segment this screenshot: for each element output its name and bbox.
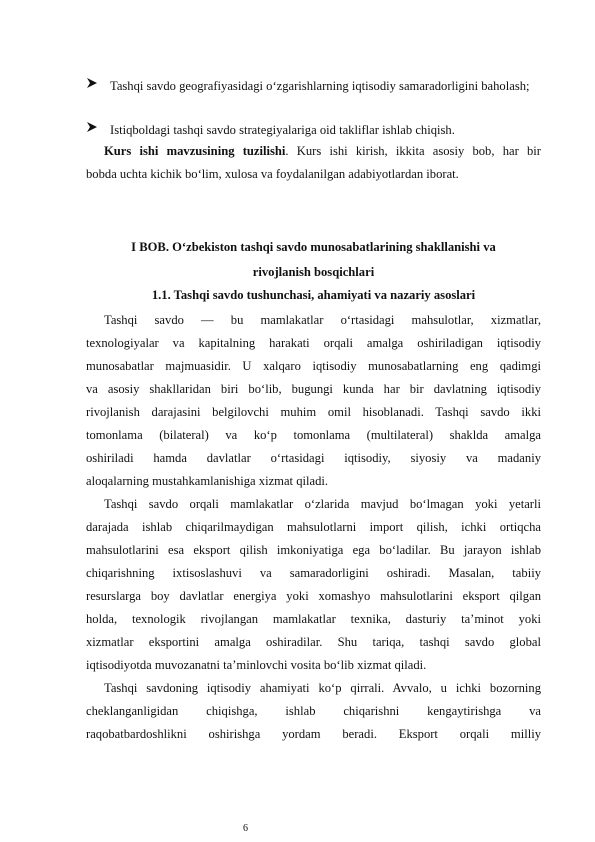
paragraph-line: Tashqi savdo orqali mamlakatlar o‘zlarida mavjud bo‘lmagan yoki yetarli <box>104 497 541 511</box>
paragraph-line: tomonlama (bilateral) va ko‘p tomonlama (multilateral) shaklda amalga <box>86 428 541 442</box>
paragraph-line: oshiriladi hamda davlatlar o‘rtasidagi iqtisodiy, siyosiy va madaniy <box>86 451 541 465</box>
paragraph-line: chiqarishning ixtisoslashuvi va samaradorligini oshiradi. Masalan, tabiiy <box>86 566 541 580</box>
bullet-item <box>86 120 541 141</box>
paragraph-line: iqtisodiyotda muvozanatni ta’minlovchi vosita bo‘lib xizmat qiladi. <box>86 658 427 672</box>
structure-text: . Kurs ishi kirish, ikkita asosiy bob, har bir <box>285 144 541 158</box>
arrowhead-bullet-icon <box>86 121 98 133</box>
section-heading: 1.1. Tashqi savdo tushunchasi, ahamiyati va nazariy asoslari <box>151 288 476 302</box>
structure-line: bobda uchta kichik bo‘lim, xulosa va foydalanilgan adabiyotlardan iborat. <box>86 167 459 181</box>
paragraph-line: va asosiy shakllaridan biri bo‘lib, bugungi kunda har bir davlatning iqtisodiy <box>86 382 541 396</box>
paragraph-line: munosabatlar majmuasidir. U xalqaro iqtisodiy munosabatlarning eng qadimgi <box>86 359 541 373</box>
structure-label: Kurs ishi mavzusining tuzilishi <box>104 144 286 158</box>
paragraph-line: Tashqi savdoning iqtisodiy ahamiyati ko‘p qirrali. Avvalo, u ichki bozorning <box>104 681 541 695</box>
chapter-title: I BOB. O‘zbekiston tashqi savdo munosabatlarining shakllanishi va <box>131 240 496 254</box>
structure-line <box>104 141 541 161</box>
paragraph-line: resurslarga boy davlatlar energiya yoki xomashyo mahsulotlarini eksport qilgan <box>86 589 541 603</box>
bullet-text: Istiqboldagi tashqi savdo strategiyalariga oid takliflar ishlab chiqish. <box>110 123 455 137</box>
paragraph-line: raqobatbardoshlikni oshirishga yordam beradi. Eksport orqali milliy <box>86 727 541 741</box>
bullet-text: Tashqi savdo geografiyasidagi o‘zgarishlarning iqtisodiy samaradorligini baholash; <box>110 79 530 93</box>
paragraph-line: cheklanganligidan chiqishga, ishlab chiqarishni kengaytirishga va <box>86 704 541 718</box>
paragraph-line: rivojlanish darajasini belgilovchi muhim omil hisoblanadi. Tashqi savdo ikki <box>86 405 541 419</box>
paragraph-line: holda, texnologik rivojlangan mamlakatlar texnika, dasturiy ta’minot yoki <box>86 612 541 626</box>
paragraph-line: xizmatlar eksportini amalga oshiradilar. Shu tariqa, tashqi savdo global <box>86 635 541 649</box>
bullet-item <box>86 76 541 97</box>
paragraph-line: texnologiyalar va kapitalning harakati orqali amalga oshiriladigan iqtisodiy <box>86 336 541 350</box>
paragraph-line: Tashqi savdo — bu mamlakatlar o‘rtasidagi mahsulotlar, xizmatlar, <box>104 313 541 327</box>
arrowhead-bullet-icon <box>86 77 98 89</box>
chapter-title: rivojlanish bosqichlari <box>252 265 375 279</box>
paragraph-line: aloqalarning mustahkamlanishiga xizmat qiladi. <box>86 474 329 488</box>
paragraph-line: darajada ishlab chiqarilmaydigan mahsulotlarni import qilish, ichki ortiqcha <box>86 520 541 534</box>
page-number: 6 <box>243 823 248 834</box>
paragraph-line: mahsulotlarini esa eksport qilish imkoniyatiga ega bo‘ladilar. Bu jarayon ishlab <box>86 543 541 557</box>
